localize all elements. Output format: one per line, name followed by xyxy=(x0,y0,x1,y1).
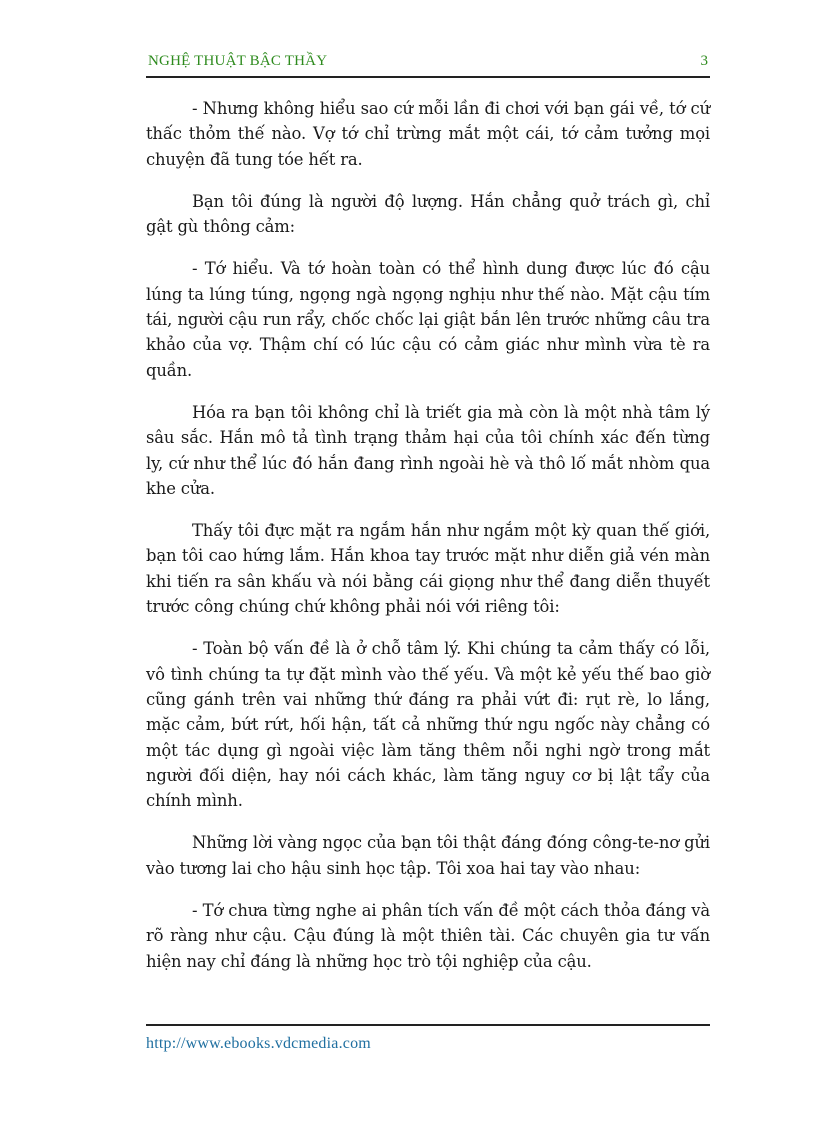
paragraph: Hóa ra bạn tôi không chỉ là triết gia mà còn là một nhà tâm lý sâu sắc. Hắn mô tả tình trạng thảm hại của tôi chính xác đến từng ly, cứ như thể lúc đó hắn đang rình ngoài hè và thô lố mắt nhòm qua khe cửa. xyxy=(146,402,710,498)
page-footer xyxy=(146,1024,710,1053)
paragraph: - Toàn bộ vấn đề là ở chỗ tâm lý. Khi chúng ta cảm thấy có lỗi, vô tình chúng ta tự đặt mình vào thế yếu. Và một kẻ yếu thế bao giờ cũng gánh trên vai những thứ đáng ra phải vứt đi: rụt rè, lo lắng, mặc cảm, bứt rứt, hối hận, tất cả những thứ ngu ngốc này chẳng có một tác dụng gì ngoài việc làm tăng thêm nỗi nghi ngờ trong mắt người đối diện, hay nói cách khác, làm tăng nguy cơ bị lật tẩy của chính mình. xyxy=(146,639,710,811)
paragraph: Thấy tôi đực mặt ra ngắm hắn như ngắm một kỳ quan thế giới, bạn tôi cao hứng lắm. Hắn khoa tay trước mặt như diễn giả vén màn khi tiến ra sân khấu và nói bằng cái giọng như thể đang diễn thuyết trước công chúng chứ không phải nói với riêng tôi: xyxy=(146,521,710,617)
footer-url-link[interactable]: http://www.ebooks.vdcmedia.com xyxy=(146,1035,371,1052)
body-text xyxy=(146,96,710,991)
paragraph: - Nhưng không hiểu sao cứ mỗi lần đi chơi với bạn gái về, tớ cứ thấc thỏm thế nào. Vợ tớ chỉ trừng mắt một cái, tớ cảm tưởng mọi chuyện đã tung tóe hết ra. xyxy=(146,99,710,169)
paragraph: - Tớ hiểu. Và tớ hoàn toàn có thể hình dung được lúc đó cậu lúng ta lúng túng, ngọng ngà ngọng nghịu như thế nào. Mặt cậu tím tái, người cậu run rẩy, chốc chốc lại giật bắn lên trước những câu tra khảo của vợ. Thậm chí có lúc cậu có cảm giác như mình vừa tè ra quần. xyxy=(146,259,710,380)
page-header xyxy=(146,52,710,78)
paragraph: - Tớ chưa từng nghe ai phân tích vấn đề một cách thỏa đáng và rõ ràng như cậu. Cậu đúng là một thiên tài. Các chuyên gia tư vấn hiện nay chỉ đáng là những học trò tội nghiệp của cậu. xyxy=(146,901,710,971)
page-number: 3 xyxy=(700,53,708,69)
paragraph: Bạn tôi đúng là người độ lượng. Hắn chẳng quở trách gì, chỉ gật gù thông cảm: xyxy=(146,191,710,237)
running-title: NGHỆ THUẬT BẬC THẦY xyxy=(148,53,328,69)
paragraph: Những lời vàng ngọc của bạn tôi thật đáng đóng công-te-nơ gửi vào tương lai cho hậu sinh học tập. Tôi xoa hai tay vào nhau: xyxy=(146,833,710,878)
